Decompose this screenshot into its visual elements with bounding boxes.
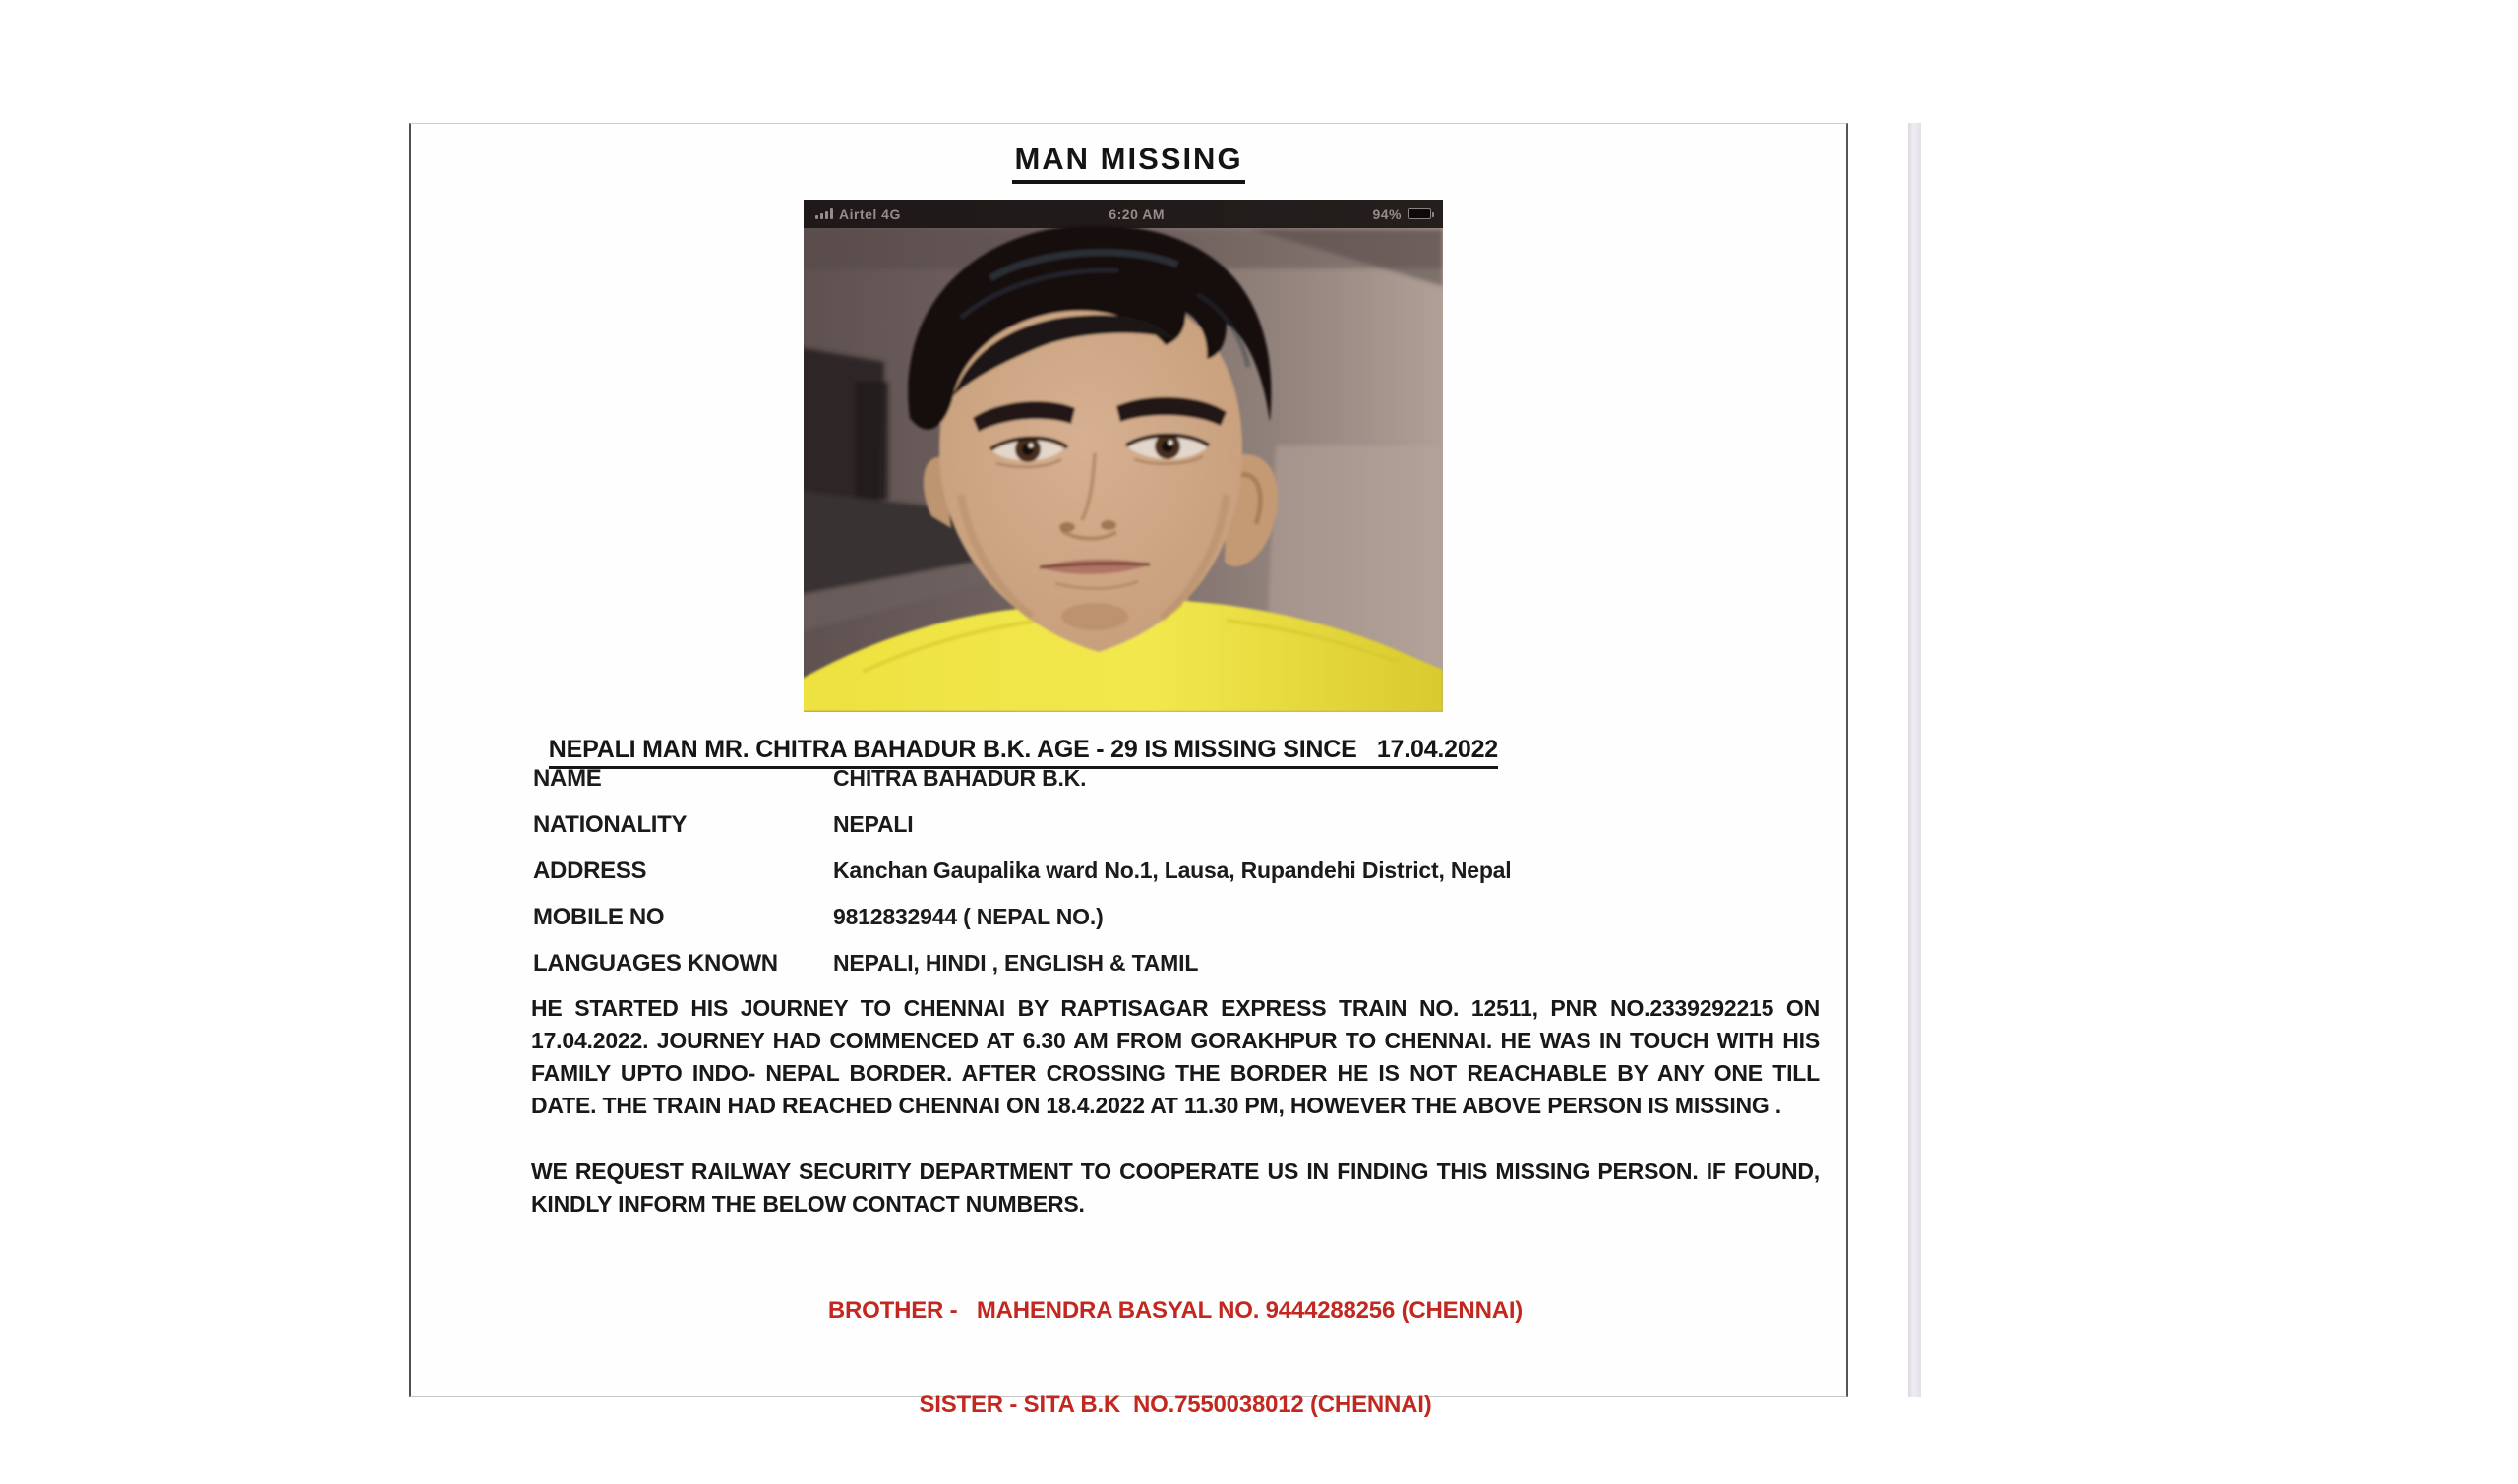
clock-label: 6:20 AM <box>1109 206 1165 222</box>
field-label: NAME <box>533 765 602 792</box>
missing-person-photo <box>804 200 1443 712</box>
field-value: 9812832944 ( NEPAL NO.) <box>833 904 1104 929</box>
contact-numbers <box>531 1232 1820 1484</box>
field-label: LANGUAGES KNOWN <box>533 950 778 977</box>
document-title-wrap <box>411 142 1846 184</box>
field-value: NEPALI, HINDI , ENGLISH & TAMIL <box>833 950 1199 976</box>
field-value: CHITRA BAHADUR B.K. <box>833 765 1087 791</box>
field-value: Kanchan Gaupalika ward No.1, Lausa, Rupandehi District, Nepal <box>833 858 1512 883</box>
signal-strength-icon <box>815 208 833 219</box>
field-label: NATIONALITY <box>533 811 688 838</box>
request-paragraph: WE REQUEST RAILWAY SECURITY DEPARTMENT TO COOPERATE US IN FINDING THIS MISSING PERSON. IF FOUND, KINDLY INFORM THE BELOW CONTACT NUMBERS. <box>531 1158 1820 1217</box>
journey-paragraph: HE STARTED HIS JOURNEY TO CHENNAI BY RAPTISAGAR EXPRESS TRAIN NO. 12511, PNR NO.2339292215 ON 17.04.2022. JOURNEY HAD COMMENCED AT 6.30 AM FROM GORAKHPUR TO CHENNAI. HE WAS IN TOUCH WITH HIS FAMILY UPTO INDO- NEPAL BORDER. AFTER CROSSING THE BORDER HE IS NOT REACHABLE BY ANY ONE TILL DATE. THE TRAIN HAD REACHED CHENNAI ON 18.4.2022 AT 11.30 PM, HOWEVER THE ABOVE PERSON IS MISSING . <box>531 995 1820 1118</box>
document-title: MAN MISSING <box>1012 142 1244 184</box>
missing-headline: NEPALI MAN MR. CHITRA BAHADUR B.K. AGE - 29 IS MISSING SINCE 17.04.2022 <box>549 736 1498 769</box>
battery-icon <box>1408 208 1431 219</box>
field-value: NEPALI <box>833 811 914 837</box>
brother-contact-line: BROTHER - MAHENDRA BASYAL NO. 9444288256 (CHENNAI) <box>827 1297 1524 1324</box>
document-page <box>409 123 1848 1418</box>
photo-status-bar <box>804 200 1443 228</box>
battery-percent-label: 94% <box>1372 206 1402 222</box>
adjacent-page-edge <box>1908 123 1921 1397</box>
field-label: ADDRESS <box>533 858 647 884</box>
portrait-illustration <box>804 200 1443 712</box>
sister-contact-line: SISTER - SITA B.K NO.7550038012 (CHENNAI) <box>919 1392 1432 1418</box>
field-label: MOBILE NO <box>533 904 665 930</box>
carrier-label: Airtel 4G <box>839 206 901 222</box>
